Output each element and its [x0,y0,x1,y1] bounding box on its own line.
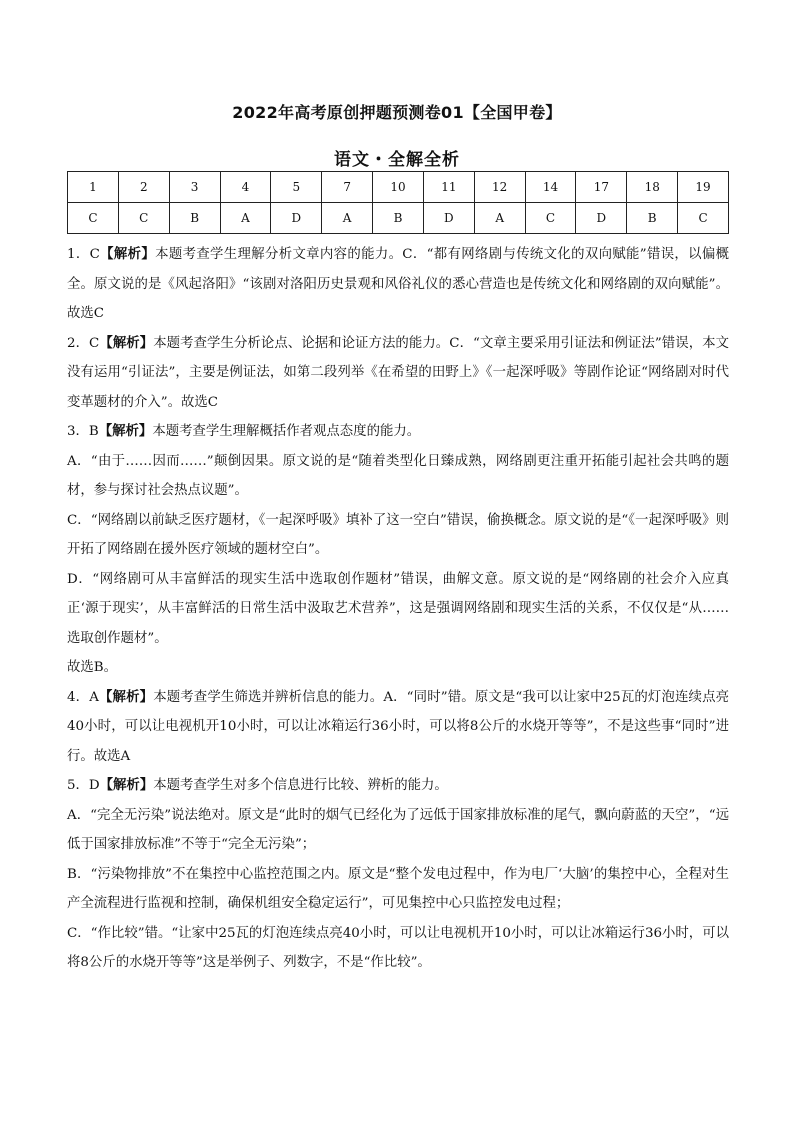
question-number-cell: 3 [169,172,220,203]
analysis-paragraph [67,801,729,860]
answer-table [67,171,729,234]
paragraph-text: D．“网络剧可从丰富鲜活的现实生活中选取创作题材”错误，曲解文意。原文说的是“网络剧的社会介入应真正‘源于现实’，从丰富鲜活的日常生活中汲取艺术营养”，这是强调网络剧和现实生活的关系，不仅仅是“从……选取创作题材”。 [67,571,729,646]
answer-cell: C [118,203,169,234]
paragraph-text: A．“完全无污染”说法绝对。原文是“此时的烟气已经化为了远低于国家排放标准的尾气，飘向蔚蓝的天空”，“远低于国家排放标准”不等于“完全无污染”； [67,807,729,852]
paragraph-text: 本题考查学生筛选并辨析信息的能力。A．“同时”错。原文是“我可以让家中25瓦的灯泡连续点亮40小时，可以让电视机开10小时，可以让冰箱运行36小时，可以将8公斤的水烧开等等”，不是这些事“同时”进行。故选A [67,689,729,764]
paragraph-text: 本题考查学生对多个信息进行比较、辨析的能力。 [153,778,448,793]
analysis-paragraph [67,506,729,565]
question-number-cell: 18 [627,172,678,203]
answer-cell: A [474,203,525,234]
analysis-paragraph [67,329,729,418]
analysis-paragraph [67,683,729,772]
analysis-tag: 【解析】 [98,688,154,705]
answer-cell: D [576,203,627,234]
answer-cell: B [169,203,220,234]
analysis-tag: 【解析】 [99,777,154,793]
answer-cell: D [271,203,322,234]
question-number-cell: 5 [271,172,322,203]
analysis-paragraph [67,919,729,978]
paragraph-text: 本题考查学生分析论点、论据和论证方法的能力。C．“文章主要采用引证法和例证法”错误，本文没有运用“引证法”，主要是例证法，如第二段列举《在希望的田野上》《一起深呼吸》等剧作论证“网络剧对时代变革题材的介入”。故选C [67,335,730,410]
analysis-body [67,240,729,978]
analysis-paragraph [67,771,729,801]
analysis-tag: 【解析】 [99,334,154,351]
answer-table-answer-row [68,203,729,234]
question-number-cell: 10 [373,172,424,203]
paragraph-text: C．“网络剧以前缺乏医疗题材，《一起深呼吸》填补了这一空白”错误，偷换概念。原文说的是“《一起深呼吸》则开拓了网络剧在援外医疗领域的题材空白”。 [67,512,729,557]
answer-cell: D [423,203,474,234]
analysis-tag: 【解析】 [99,246,156,262]
analysis-paragraph [67,240,729,329]
question-number-cell: 11 [423,172,474,203]
question-number-cell: 12 [474,172,525,203]
question-number-cell: 4 [220,172,271,203]
answer-cell: B [373,203,424,234]
answer-cell: C [678,203,729,234]
paragraph-text: B．“污染物排放”不在集控中心监控范围之内。原文是“整个发电过程中，作为电厂‘大脑’的集控中心，全程对生产全流程进行监视和控制，确保机组安全稳定运行”，可见集控中心只监控发电过程； [67,866,729,911]
answer-cell: A [220,203,271,234]
paragraph-text: 本题考查学生理解分析文章内容的能力。C．“都有网络剧与传统文化的双向赋能”错误，以偏概全。原文说的是《风起洛阳》“该剧对洛阳历史景观和风俗礼仪的悉心营造也是传统文化和网络剧的双向赋能”。故选C [67,247,730,321]
paragraph-text: A．“由于……因而……”颠倒因果。原文说的是“随着类型化日臻成熟，网络剧更注重开拓能引起社会共鸣的题材，参与探讨社会热点议题”。 [67,453,729,498]
paragraph-text: C．“作比较”错。“让家中25瓦的灯泡连续点亮40小时，可以让电视机开10小时，可以让冰箱运行36小时，可以将8公斤的水烧开等等”这是举例子、列数字，不是“作比较”。 [67,925,729,970]
answer-cell: C [525,203,576,234]
document-title: 2022年高考原创押题预测卷01【全国甲卷】 [232,103,562,122]
analysis-paragraph [67,860,729,919]
analysis-paragraph [67,653,729,683]
answer-table-question-row [68,172,729,203]
paragraph-text: 本题考查学生理解概括作者观点态度的能力。 [152,424,421,439]
answer-cell: B [627,203,678,234]
question-label: 1．C [67,247,100,262]
question-number-cell: 2 [118,172,169,203]
answer-cell: A [322,203,373,234]
question-number-cell: 1 [68,172,119,203]
question-label: 5．D [67,778,100,793]
question-number-cell: 14 [525,172,576,203]
document-subtitle: 语文・全解全析 [334,150,460,170]
answer-cell: C [68,203,119,234]
question-number-cell: 7 [322,172,373,203]
analysis-tag: 【解析】 [98,423,153,439]
question-label: 2．C [67,335,100,351]
analysis-paragraph [67,447,729,506]
question-number-cell: 17 [576,172,627,203]
paragraph-text: 故选B。 [67,660,118,675]
question-label: 3．B [67,424,99,439]
analysis-paragraph [67,417,729,447]
question-label: 4．A [67,689,99,705]
analysis-paragraph [67,565,729,654]
question-number-cell: 19 [678,172,729,203]
